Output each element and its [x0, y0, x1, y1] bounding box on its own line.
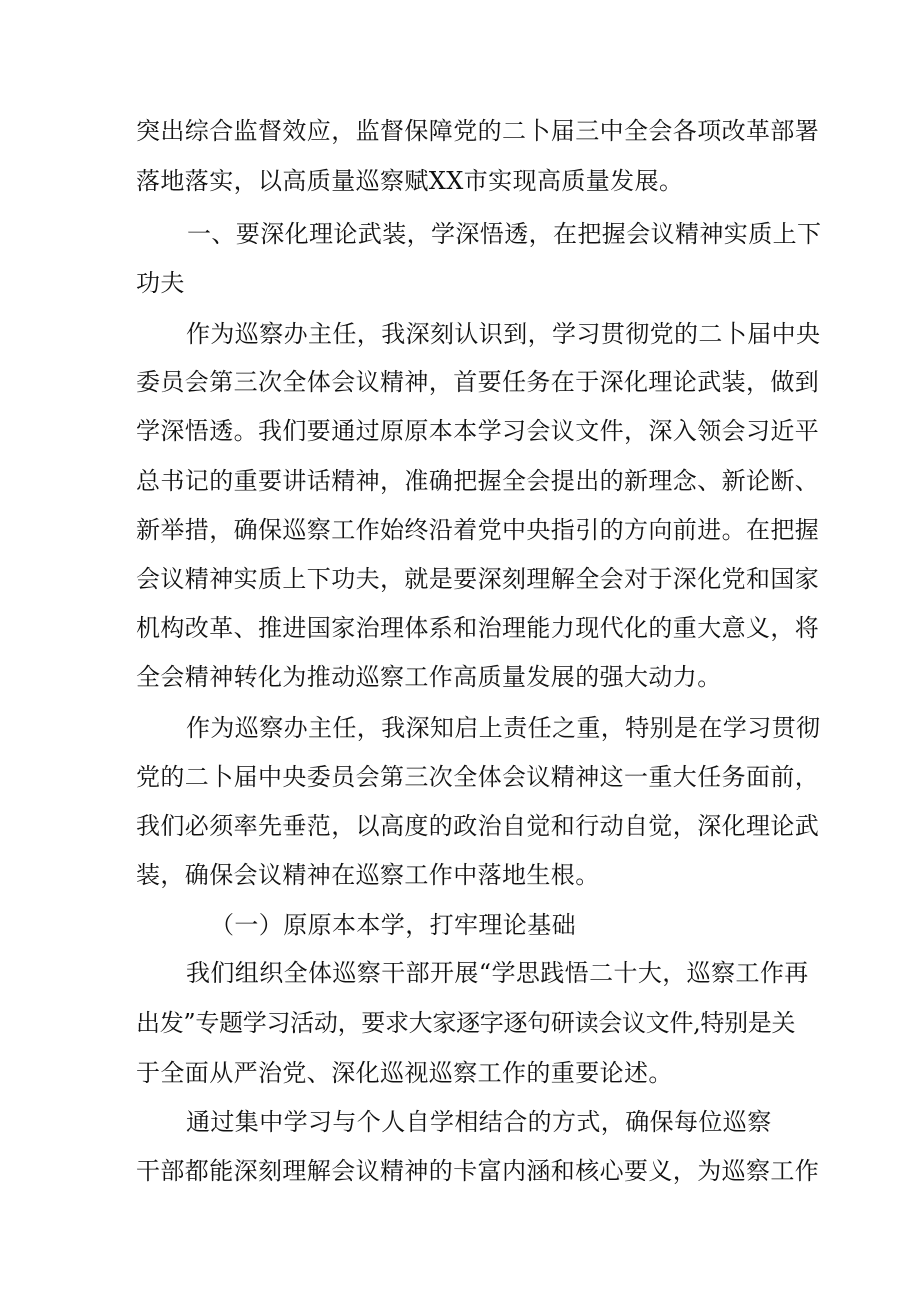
- subsection-heading-1: （一）原原本本学，打牢理论基础: [210, 911, 576, 939]
- paragraph-line-2: 落地落实，以高质量巡察赋XX市实现高质量发展。: [136, 167, 684, 195]
- paragraph-line-1: 突出综合监督效应，监督保障党的二卜届三中全会各项改革部署: [136, 117, 820, 145]
- paragraph-line-5: 作为巡察办主任，我深刻认识到，学习贯彻党的二卜届中央: [186, 320, 821, 348]
- paragraph-line-14: 党的二卜届中央委员会第三次全体会议精神这一重大任务面前，: [136, 763, 820, 791]
- paragraph-line-19: 出发”专题学习活动，要求大家逐字逐句研读会议文件,特别是关: [136, 1009, 796, 1037]
- paragraph-line-11: 机构改革、推进国家治理体系和治理能力现代化的重大意义，将: [136, 614, 820, 642]
- paragraph-line-22: 干部都能深刻理解会议精神的卡富内涵和核心要义，为巡察工作: [136, 1157, 820, 1185]
- paragraph-line-6: 委员会第三次全体会议精神，首要任务在于深化理论武装，做到: [136, 368, 820, 396]
- paragraph-line-10: 会议精神实质上下功夫，就是要深刻理解全会对于深化党和国家: [136, 565, 820, 593]
- paragraph-line-8: 总书记的重要讲话精神，准确把握全会提出的新理念、新论断、: [136, 467, 820, 495]
- paragraph-line-7: 学深悟透。我们要通过原原本本学习会议文件，深入领会习近平: [136, 417, 820, 445]
- paragraph-line-9: 新举措，确保巡察工作始终沿着党中央指引的方向前进。在把握: [136, 516, 820, 544]
- section-heading-1-line-1: 一、要深化理论武装，学深悟透，在把握会议精神实质上下: [187, 220, 822, 248]
- paragraph-line-21: 通过集中学习与个人自学相结合的方式，确保每位巡察: [186, 1108, 772, 1136]
- section-heading-1-line-2: 功夫: [136, 269, 185, 297]
- paragraph-line-15: 我们必须率先垂范，以高度的政治自觉和行动自觉，深化理论武: [136, 812, 820, 840]
- paragraph-line-13: 作为巡察办主任，我深知启上责任之重，特别是在学习贯彻: [186, 714, 821, 742]
- paragraph-line-18: 我们组织全体巡察干部开展“学思践悟二十大，巡察工作再: [186, 959, 809, 987]
- paragraph-line-12: 全会精神转化为推动巡察工作高质量发展的强大动力。: [136, 663, 722, 691]
- paragraph-line-16: 装，确保会议精神在巡察工作中落地生根。: [136, 861, 600, 889]
- paragraph-line-20: 于全面从严治党、深化巡视巡察工作的重要论述。: [136, 1059, 673, 1087]
